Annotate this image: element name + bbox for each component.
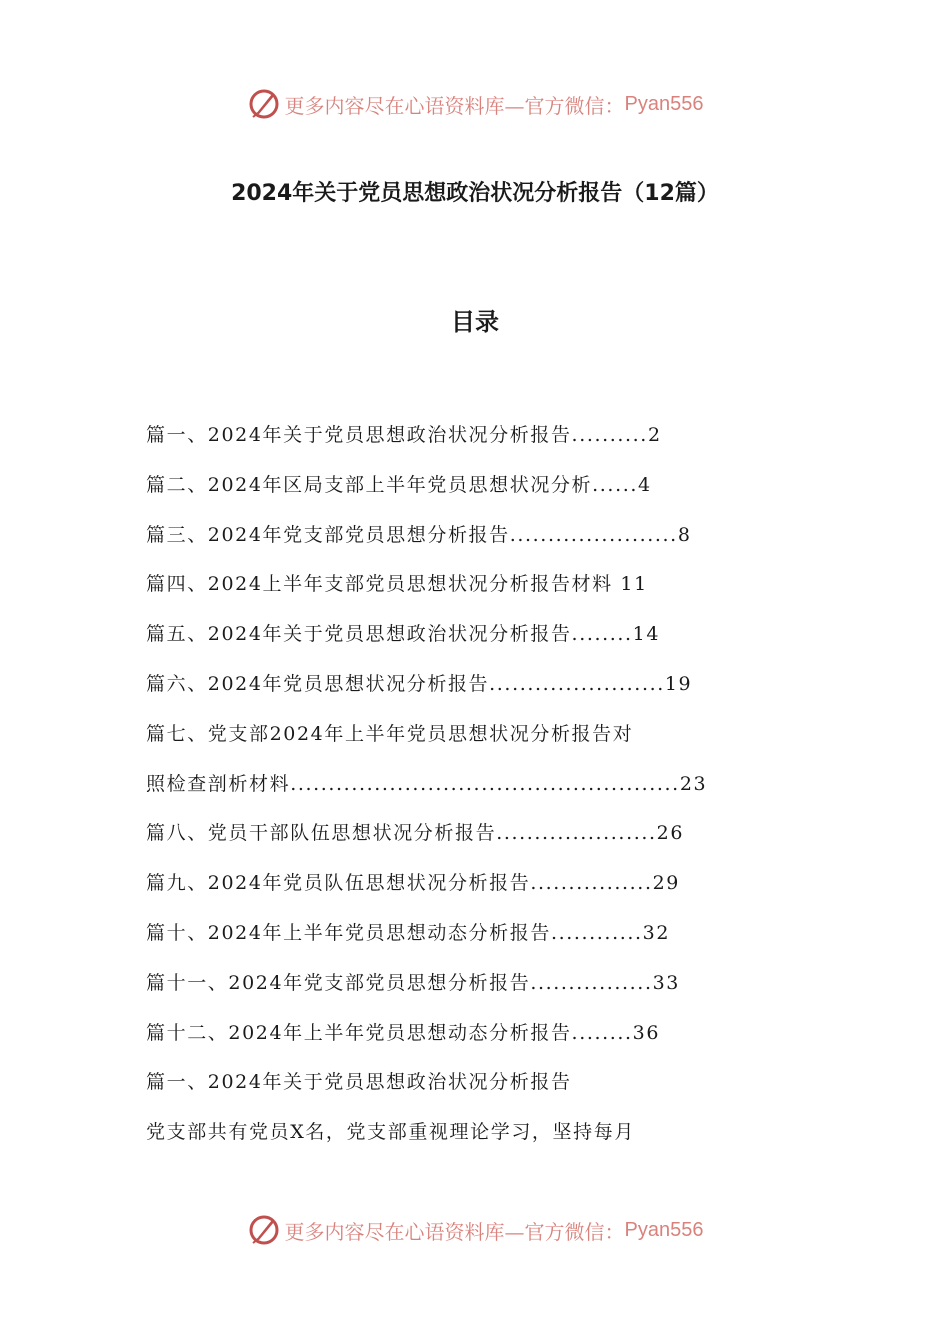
watermark-banner-top [0, 82, 950, 126]
document-title: 2024年关于党员思想政治状况分析报告（12篇） [231, 181, 719, 206]
toc-entry-4[interactable]: 篇四、2024上半年支部党员思想状况分析报告材料 11 [146, 573, 648, 596]
toc-entry-12[interactable]: 篇十二、2024年上半年党员思想动态分析报告........36 [146, 1021, 661, 1044]
toc-heading: 目录 [451, 308, 499, 336]
table-of-contents [146, 415, 706, 1062]
quill-logo-icon [247, 1213, 281, 1247]
watermark-wechat-id: Pyan556 [624, 92, 704, 115]
toc-entry-5[interactable]: 篇五、2024年关于党员思想政治状况分析报告........14 [146, 623, 661, 646]
toc-entry-8[interactable]: 篇八、党员干部队伍思想状况分析报告.....................26 [146, 822, 685, 845]
toc-entry-11[interactable]: 篇十一、2024年党支部党员思想分析报告................33 [146, 971, 680, 994]
toc-entry-1[interactable]: 篇一、2024年关于党员思想政治状况分析报告..........2 [146, 424, 662, 446]
toc-entry-2[interactable]: 篇二、2024年区局支部上半年党员思想状况分析......4 [146, 473, 652, 496]
toc-entry-3[interactable]: 篇三、2024年党支部党员思想分析报告......................8 [146, 523, 692, 546]
watermark-text: 更多内容尽在心语资料库—官方微信： [284, 93, 625, 118]
watermark-banner-bottom [0, 1208, 950, 1252]
watermark-wechat-id: Pyan556 [624, 1218, 704, 1241]
quill-logo-icon [247, 87, 281, 121]
toc-entry-9[interactable]: 篇九、2024年党员队伍思想状况分析报告................29 [146, 872, 680, 895]
toc-entry-6[interactable]: 篇六、2024年党员思想状况分析报告.......................19 [146, 672, 693, 695]
toc-entry-7-continued[interactable]: 照检查剖析材料...................................................23 [146, 772, 708, 795]
body-paragraph-line: 党支部共有党员X名，党支部重视理论学习，坚持每月 [146, 1121, 635, 1143]
toc-entry-7[interactable]: 篇七、党支部2024年上半年党员思想状况分析报告对 [146, 722, 634, 745]
watermark-text: 更多内容尽在心语资料库—官方微信： [284, 1219, 625, 1244]
toc-entry-10[interactable]: 篇十、2024年上半年党员思想动态分析报告............32 [146, 921, 671, 944]
section-heading: 篇一、2024年关于党员思想政治状况分析报告 [146, 1071, 572, 1093]
